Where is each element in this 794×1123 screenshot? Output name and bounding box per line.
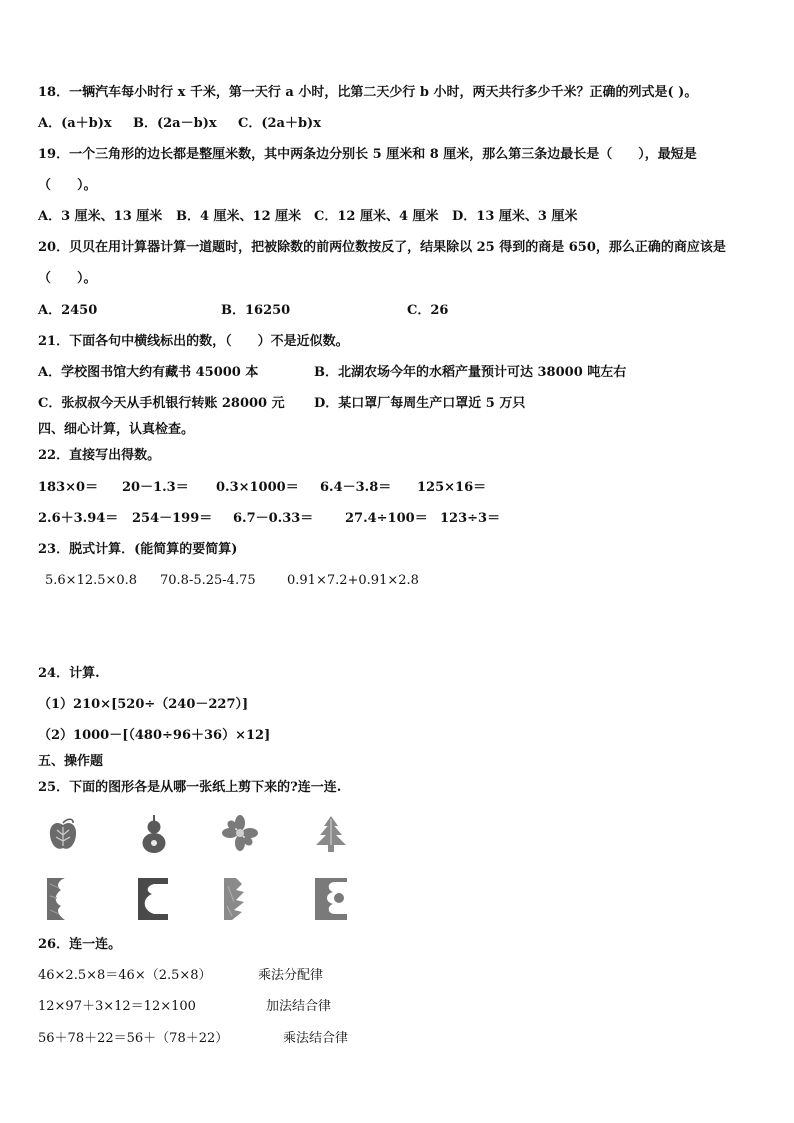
q22-row2-item-1: 2.6＋3.94＝ bbox=[38, 511, 119, 526]
cut-paper-2-icon bbox=[136, 876, 170, 922]
q19-option-c: C．12 厘米、4 厘米 bbox=[314, 209, 439, 224]
cut-paper-4-icon bbox=[313, 876, 349, 922]
q20-option-b: B．16250 bbox=[221, 303, 291, 318]
q23-item-2: 70.8-5.25-4.75 bbox=[160, 573, 256, 588]
q21-stem: 21．下面各句中横线标出的数，（ ）不是近似数。 bbox=[38, 334, 349, 349]
q19-stem-line1: 19．一个三角形的边长都是整厘米数，其中两条边分别长 5 厘米和 8 厘米，那么第三条边最长是（ ），最短是 bbox=[38, 147, 697, 162]
q20-option-c: C．26 bbox=[407, 303, 449, 318]
q26-right-3: 乘法结合律 bbox=[283, 1031, 349, 1046]
q24-item-1: （1）210×[520÷（240－227）] bbox=[38, 697, 249, 712]
q22-row1-item-3: 0.3×1000＝ bbox=[216, 480, 299, 495]
q22-stem: 22．直接写出得数。 bbox=[38, 448, 161, 463]
q21-options-row1 bbox=[38, 364, 738, 382]
q23-items bbox=[45, 572, 745, 590]
tree-icon bbox=[315, 815, 347, 853]
q21-option-b: B．北湖农场今年的水稻产量预计可达 38000 吨左右 bbox=[314, 365, 627, 380]
q21-option-c: C．张叔叔今天从手机银行转账 28000 元 bbox=[38, 396, 285, 411]
q23-item-3: 0.91×7.2+0.91×2.8 bbox=[287, 573, 419, 588]
q18-option-c: C．(2a＋b)x bbox=[238, 116, 321, 131]
q25-stem: 25．下面的图形各是从哪一张纸上剪下来的?连一连. bbox=[38, 780, 342, 795]
q22-row2-item-3: 6.7－0.33＝ bbox=[233, 511, 314, 526]
q18-stem: 18．一辆汽车每小时行 x 千米，第一天行 a 小时，比第二天少行 b 小时，两天共行多少千米？正确的列式是( )。 bbox=[38, 85, 698, 100]
q19-options bbox=[38, 208, 638, 226]
q19-option-d: D．13 厘米、3 厘米 bbox=[452, 209, 578, 224]
section-5-heading: 五、操作题 bbox=[38, 754, 104, 769]
q18-option-a: A．(a＋b)x bbox=[38, 116, 112, 131]
q20-options bbox=[38, 302, 538, 320]
q22-row1 bbox=[38, 479, 738, 497]
q18-option-b: B．(2a－b)x bbox=[133, 116, 217, 131]
q19-stem-line2: （ ）。 bbox=[38, 178, 97, 193]
q26-right-2: 加法结合律 bbox=[266, 999, 332, 1014]
q26-stem: 26．连一连。 bbox=[38, 937, 122, 952]
q18-options bbox=[38, 115, 438, 133]
q22-row1-item-1: 183×0＝ bbox=[38, 480, 99, 495]
flower-icon bbox=[222, 815, 258, 851]
q24-item-2: （2）1000－[（480÷96＋36）×12] bbox=[38, 728, 271, 743]
q24-stem: 24．计算. bbox=[38, 666, 100, 681]
q26-left-2: 12×97＋3×12＝12×100 bbox=[38, 999, 196, 1014]
cut-paper-1-icon bbox=[45, 876, 81, 922]
q19-option-a: A．3 厘米、13 厘米 bbox=[38, 209, 163, 224]
q19-option-b: B．4 厘米、12 厘米 bbox=[176, 209, 302, 224]
q26-right-1: 乘法分配律 bbox=[258, 968, 324, 983]
q22-row2 bbox=[38, 510, 738, 528]
q23-stem: 23．脱式计算．(能简算的要简算) bbox=[38, 542, 238, 557]
q22-row2-item-2: 254－199＝ bbox=[132, 511, 213, 526]
section-4-heading: 四、细心计算，认真检查。 bbox=[38, 422, 195, 437]
cut-paper-3-icon bbox=[222, 876, 256, 922]
q22-row1-item-4: 6.4－3.8＝ bbox=[320, 480, 392, 495]
q21-option-a: A．学校图书馆大约有藏书 45000 本 bbox=[38, 365, 259, 380]
q23-item-1: 5.6×12.5×0.8 bbox=[45, 573, 138, 588]
q26-left-3: 56＋78＋22＝56＋（78＋22） bbox=[38, 1031, 229, 1046]
q21-option-d: D．某口罩厂每周生产口罩近 5 万只 bbox=[314, 396, 526, 411]
q26-left-1: 46×2.5×8＝46×（2.5×8） bbox=[38, 968, 212, 983]
q20-stem-line1: 20．贝贝在用计算器计算一道题时，把被除数的前两位数按反了，结果除以 25 得到的商是 650，那么正确的商应该是 bbox=[38, 240, 726, 255]
q20-option-a: A．2450 bbox=[38, 303, 98, 318]
q22-row2-item-5: 123÷3＝ bbox=[440, 511, 501, 526]
gourd-icon bbox=[139, 814, 169, 854]
q21-options-row2 bbox=[38, 395, 738, 413]
q20-stem-line2: （ ）。 bbox=[38, 271, 97, 286]
q22-row2-item-4: 27.4÷100＝ bbox=[345, 511, 428, 526]
apple-icon bbox=[48, 815, 78, 853]
q22-row1-item-5: 125×16＝ bbox=[417, 480, 487, 495]
q22-row1-item-2: 20－1.3＝ bbox=[122, 480, 189, 495]
